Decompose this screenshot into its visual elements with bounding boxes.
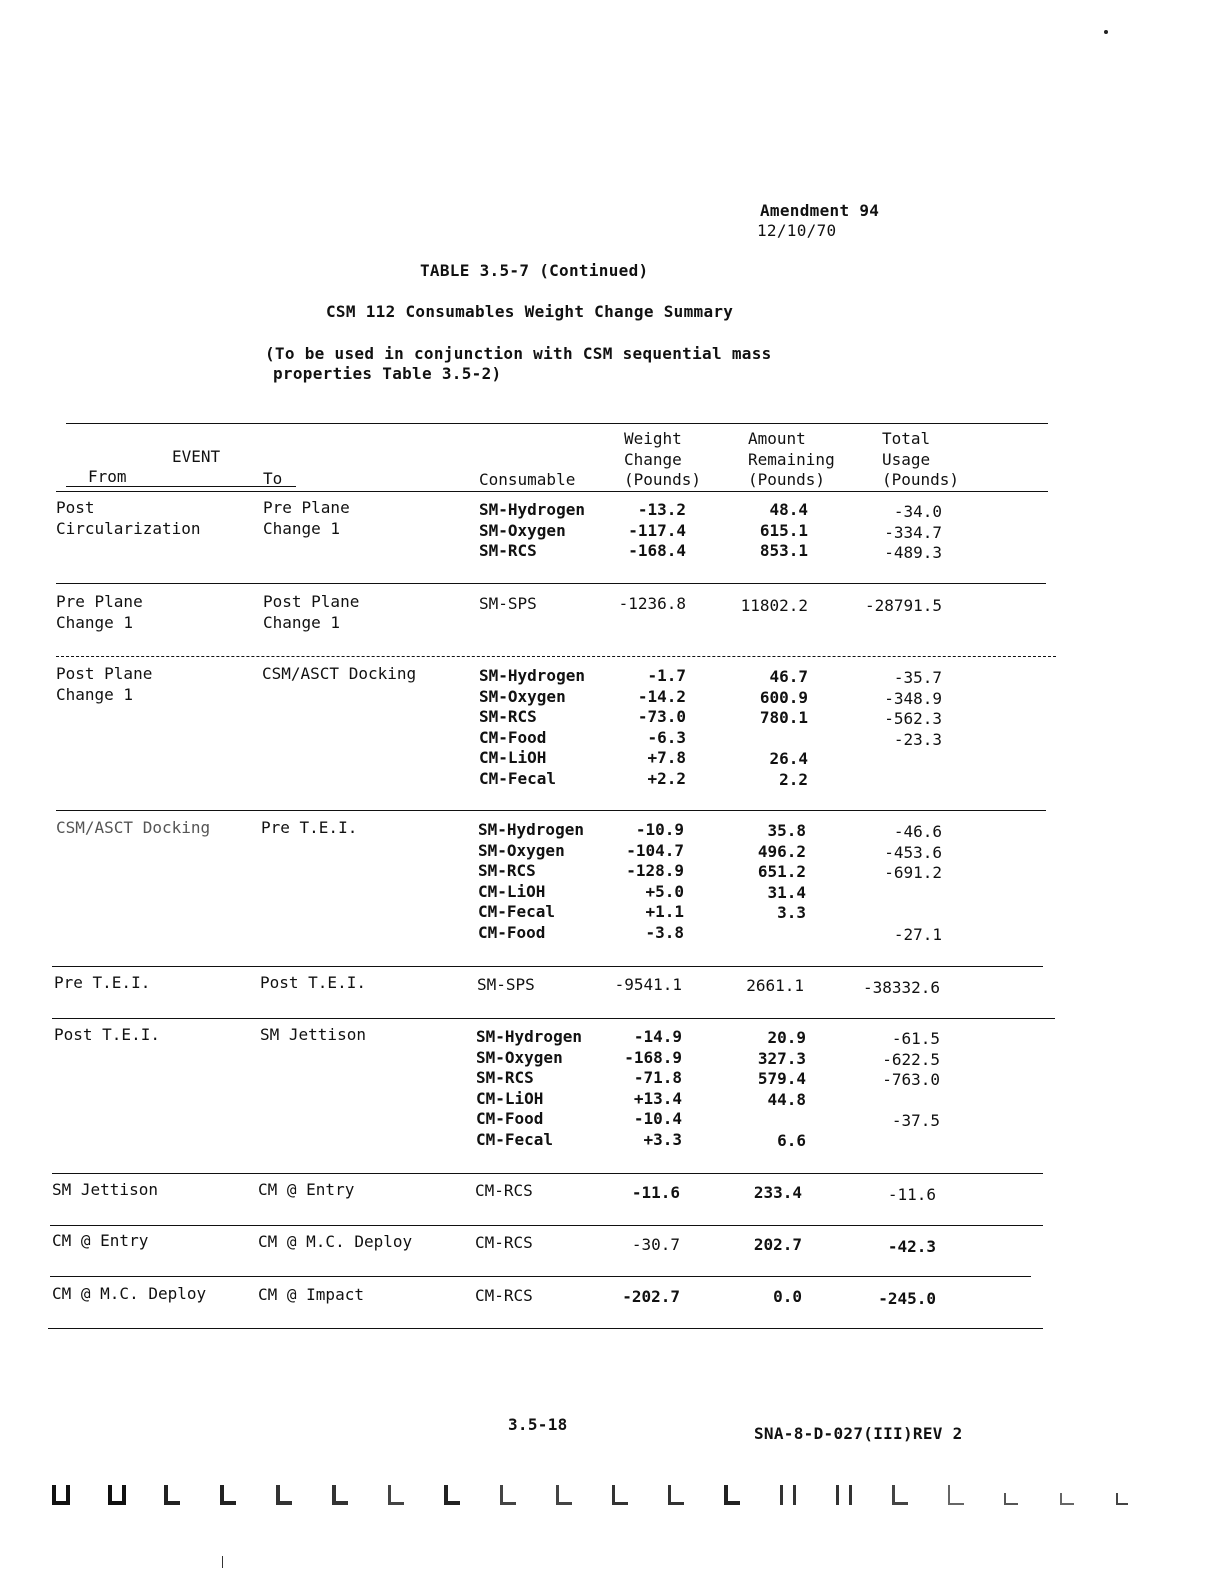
- event-to: CM @ Entry: [258, 1180, 355, 1199]
- consumable-list: SM-Hydrogen SM-Oxygen SM-RCS CM-LiOH CM-Fecal CM-Food: [478, 820, 584, 942]
- consumable-list: CM-RCS: [475, 1181, 533, 1200]
- registration-mark: [388, 1485, 404, 1505]
- amount-remaining-values: 2661.1: [746, 976, 804, 995]
- scan-speck: [1104, 30, 1108, 34]
- page-number: 3.5-18: [508, 1415, 568, 1434]
- column-header-weight-change: Weight Change (Pounds): [624, 429, 702, 489]
- weight-change-values: -13.2 -117.4 -168.4: [628, 500, 686, 561]
- column-header-from: From: [88, 467, 127, 486]
- column-header-total-usage: Total Usage (Pounds): [882, 429, 960, 489]
- event-from: Post Circularization: [56, 498, 201, 538]
- registration-mark: [556, 1485, 572, 1505]
- from-underline: [66, 486, 296, 487]
- registration-mark: [108, 1485, 126, 1505]
- registration-mark: [1004, 1493, 1018, 1505]
- total-usage-values: -42.3: [887, 1237, 936, 1256]
- event-to: Pre T.E.I.: [261, 818, 358, 837]
- amount-remaining-values: 46.7 600.9 780.1 26.4 2.2: [759, 667, 808, 789]
- event-to: Post Plane Change 1: [263, 592, 360, 632]
- amount-remaining-values: 20.9 327.3 579.4 44.8 6.6: [757, 1028, 806, 1150]
- consumable-list: SM-SPS: [477, 975, 535, 994]
- event-from: CM @ Entry: [52, 1231, 149, 1250]
- column-header-event: EVENT: [172, 447, 221, 466]
- consumable-list: SM-Hydrogen SM-Oxygen SM-RCS CM-LiOH CM-Food CM-Fecal: [476, 1027, 582, 1149]
- event-from: CM @ M.C. Deploy: [52, 1284, 207, 1303]
- table-subtitle: CSM 112 Consumables Weight Change Summary: [326, 302, 734, 321]
- registration-mark: [892, 1485, 908, 1505]
- registration-mark: [164, 1485, 180, 1505]
- row-divider: [52, 1018, 1055, 1019]
- weight-change-values: -1.7 -14.2 -73.0 -6.3 +7.8 +2.2: [637, 666, 686, 788]
- amount-remaining-values: 48.4 615.1 853.1: [759, 500, 808, 561]
- amount-remaining-values: 35.8 496.2 651.2 31.4 3.3: [757, 821, 806, 923]
- row-divider: [50, 1225, 1043, 1226]
- registration-mark: [220, 1485, 236, 1505]
- event-to: CM @ M.C. Deploy: [258, 1232, 413, 1251]
- weight-change-values: -30.7: [631, 1235, 680, 1254]
- weight-change-values: -11.6: [631, 1183, 680, 1202]
- column-header-to: To: [263, 469, 283, 488]
- event-to: SM Jettison: [260, 1025, 366, 1044]
- weight-change-values: -14.9 -168.9 -71.8 +13.4 -10.4 +3.3: [624, 1027, 682, 1149]
- registration-mark: [948, 1485, 964, 1505]
- registration-mark: [444, 1485, 460, 1505]
- registration-mark: [724, 1485, 740, 1505]
- registration-mark: [1116, 1493, 1128, 1505]
- total-usage-values: -35.7 -348.9 -562.3 -23.3: [884, 668, 942, 749]
- event-from: Post Plane Change 1: [56, 664, 153, 704]
- row-divider: [52, 966, 1043, 967]
- total-usage-values: -34.0 -334.7 -489.3: [884, 502, 942, 563]
- event-to: Post T.E.I.: [260, 973, 366, 992]
- table-title: TABLE 3.5-7 (Continued): [420, 261, 649, 280]
- total-usage-values: -11.6: [887, 1185, 936, 1204]
- registration-mark: [780, 1485, 796, 1505]
- consumable-list: SM-Hydrogen SM-Oxygen SM-RCS CM-Food CM-LiOH CM-Fecal: [479, 666, 585, 788]
- event-to: CSM/ASCT Docking: [262, 664, 417, 683]
- row-divider: [56, 810, 1046, 811]
- column-header-consumable: Consumable: [479, 470, 576, 489]
- document-id: SNA-8-D-027(III)REV 2: [754, 1424, 963, 1443]
- table-bottom-rule: [48, 1328, 1043, 1329]
- scan-tick: [222, 1556, 223, 1568]
- registration-mark: [500, 1485, 516, 1505]
- amount-remaining-values: 11802.2: [740, 596, 808, 615]
- event-from: Post T.E.I.: [54, 1025, 160, 1044]
- registration-mark: [836, 1485, 852, 1505]
- amount-remaining-values: 0.0: [773, 1287, 802, 1306]
- row-divider: [56, 656, 1056, 657]
- registration-mark: [332, 1485, 348, 1505]
- row-divider: [50, 1276, 1031, 1277]
- weight-change-values: -10.9 -104.7 -128.9 +5.0 +1.1 -3.8: [626, 820, 684, 942]
- event-to: CM @ Impact: [258, 1285, 364, 1304]
- total-usage-values: -28791.5: [864, 596, 942, 615]
- registration-mark: [276, 1485, 292, 1505]
- table-note-line1: (To be used in conjunction with CSM sequential mass: [265, 344, 772, 363]
- table-note-line2: properties Table 3.5-2): [273, 364, 502, 383]
- table-top-rule: [66, 423, 1048, 424]
- row-divider: [52, 1173, 1043, 1174]
- total-usage-values: -38332.6: [862, 978, 940, 997]
- registration-mark: [1060, 1493, 1074, 1505]
- weight-change-values: -9541.1: [614, 975, 682, 994]
- row-divider: [56, 583, 1046, 584]
- amendment-label: Amendment 94: [760, 201, 880, 220]
- weight-change-values: -202.7: [622, 1287, 680, 1306]
- registration-mark: [52, 1485, 70, 1505]
- weight-change-values: -1236.8: [618, 594, 686, 613]
- column-header-amount-remaining: Amount Remaining (Pounds): [748, 429, 835, 489]
- consumable-list: SM-SPS: [479, 594, 537, 613]
- consumable-list: SM-Hydrogen SM-Oxygen SM-RCS: [479, 500, 585, 561]
- consumable-list: CM-RCS: [475, 1233, 533, 1252]
- consumable-list: CM-RCS: [475, 1286, 533, 1305]
- amount-remaining-values: 202.7: [753, 1235, 802, 1254]
- header-bottom-rule: [56, 491, 1048, 492]
- amendment-date: 12/10/70: [757, 221, 837, 240]
- total-usage-values: -61.5 -622.5 -763.0 -37.5: [882, 1029, 940, 1131]
- event-from: CSM/ASCT Docking: [56, 818, 211, 837]
- event-to: Pre Plane Change 1: [263, 498, 350, 538]
- total-usage-values: -245.0: [878, 1289, 936, 1308]
- registration-mark: [668, 1485, 684, 1505]
- event-from: Pre T.E.I.: [54, 973, 151, 992]
- event-from: Pre Plane Change 1: [56, 592, 143, 632]
- registration-mark: [612, 1485, 628, 1505]
- event-from: SM Jettison: [52, 1180, 158, 1199]
- total-usage-values: -46.6 -453.6 -691.2 -27.1: [884, 822, 942, 944]
- amount-remaining-values: 233.4: [753, 1183, 802, 1202]
